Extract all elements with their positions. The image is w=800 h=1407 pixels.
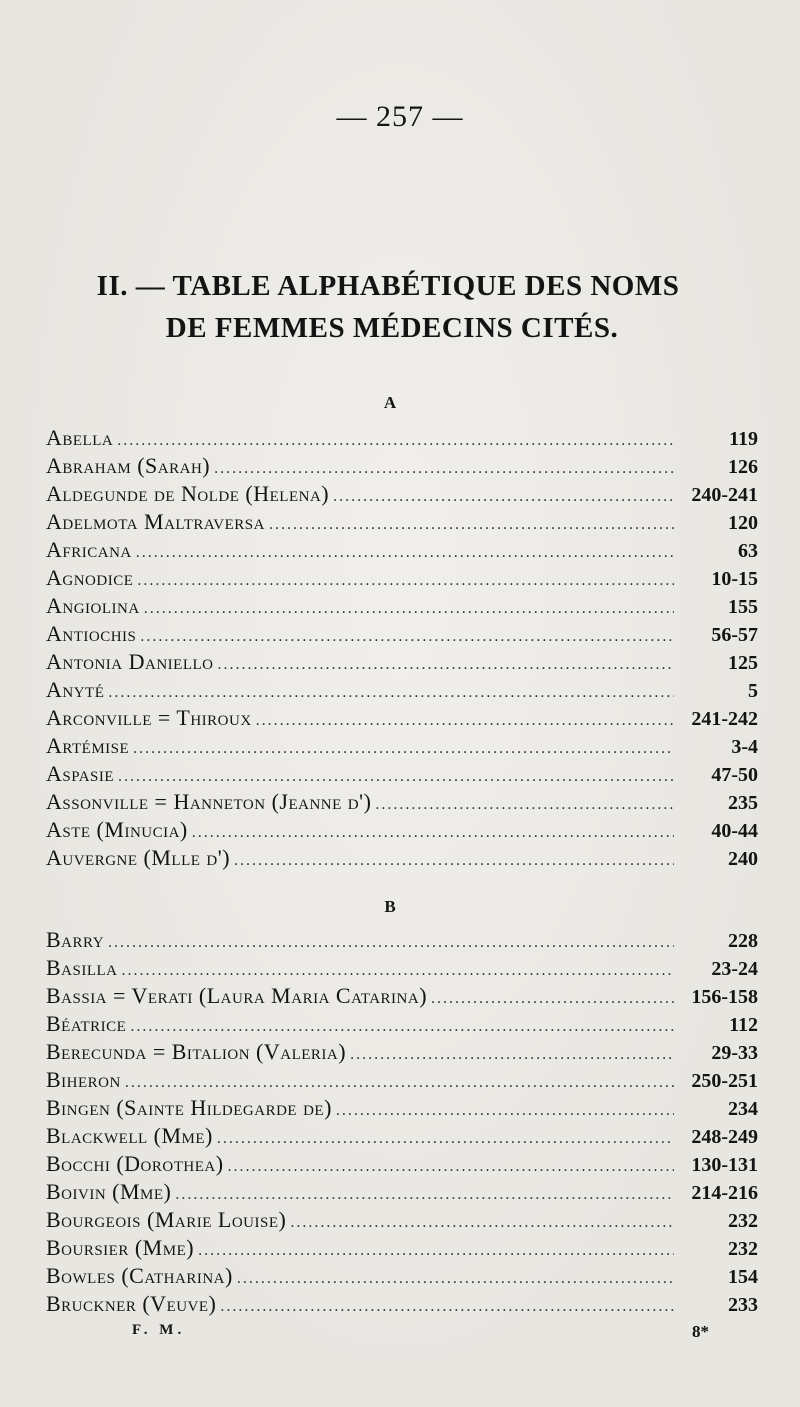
entry-name: Aste (Minucia) xyxy=(46,817,188,842)
entry-name: Bassia = Verati (Laura Maria Catarina) xyxy=(46,983,428,1008)
entry-pages: 3-4 xyxy=(731,736,758,758)
dot-leader xyxy=(336,1102,674,1120)
entry-pages: 155 xyxy=(728,596,758,618)
entry-pages: 241-242 xyxy=(691,708,758,730)
dot-leader xyxy=(136,544,674,562)
index-entry xyxy=(46,1123,758,1151)
index-entry xyxy=(46,565,758,593)
entry-pages: 235 xyxy=(728,792,758,814)
dot-leader xyxy=(217,656,674,674)
dot-leader xyxy=(333,488,674,506)
dot-leader xyxy=(234,852,674,870)
entry-pages: 112 xyxy=(729,1014,758,1036)
dot-leader xyxy=(122,962,674,980)
printer-signature: F. M. xyxy=(132,1322,186,1338)
dot-leader xyxy=(118,768,674,786)
dot-leader xyxy=(214,460,674,478)
entry-name: Arconville = Thiroux xyxy=(46,705,252,730)
index-entry xyxy=(46,789,758,817)
signature-mark: 8* xyxy=(692,1322,709,1341)
entry-pages: 240-241 xyxy=(691,484,758,506)
entry-pages: 126 xyxy=(728,456,758,478)
page-title-line-2: DE FEMMES MÉDECINS CITÉS. xyxy=(165,312,619,344)
dot-leader xyxy=(269,516,674,534)
index-entry xyxy=(46,1207,758,1235)
index-entry xyxy=(46,761,758,789)
index-entry xyxy=(46,955,758,983)
dot-leader xyxy=(217,1130,674,1148)
entry-name: Boivin (Mme) xyxy=(46,1179,172,1204)
entry-name: Blackwell (Mme) xyxy=(46,1123,213,1148)
entry-name: Barry xyxy=(46,927,105,952)
index-entry xyxy=(46,425,758,453)
entry-pages: 232 xyxy=(728,1238,758,1260)
entry-name: Abella xyxy=(46,425,114,450)
dot-leader xyxy=(256,712,674,730)
entry-pages: 240 xyxy=(728,848,758,870)
dot-leader xyxy=(375,796,674,814)
index-entry xyxy=(46,621,758,649)
entry-name: Abraham (Sarah) xyxy=(46,453,211,478)
entry-pages: 250-251 xyxy=(691,1070,758,1092)
entry-name: Bocchi (Dorothea) xyxy=(46,1151,224,1176)
index-entry xyxy=(46,1039,758,1067)
section-letter-b: B xyxy=(384,897,396,916)
entry-name: Angiolina xyxy=(46,593,140,618)
entry-name: Bingen (Sainte Hildegarde de) xyxy=(46,1095,332,1120)
dot-leader xyxy=(350,1046,674,1064)
entry-name: Assonville = Hanneton (Jeanne d') xyxy=(46,789,372,814)
section-letter-a: A xyxy=(383,393,397,412)
index-entry xyxy=(46,1151,758,1179)
index-entry xyxy=(46,509,758,537)
index-entry xyxy=(46,593,758,621)
dot-leader xyxy=(290,1214,674,1232)
entry-pages: 156-158 xyxy=(691,986,758,1008)
entry-pages: 233 xyxy=(728,1294,758,1316)
entry-name: Béatrice xyxy=(46,1011,127,1036)
entry-name: Bruckner (Veuve) xyxy=(46,1291,217,1316)
index-entry xyxy=(46,537,758,565)
entry-name: Boursier (Mme) xyxy=(46,1235,195,1260)
dot-leader xyxy=(137,572,674,590)
entry-name: Anyté xyxy=(46,677,105,702)
index-entry xyxy=(46,927,758,955)
page-number: — 257 — xyxy=(336,100,464,133)
entry-name: Bourgeois (Marie Louise) xyxy=(46,1207,287,1232)
entry-pages: 214-216 xyxy=(691,1182,758,1204)
entry-list-a xyxy=(46,425,758,873)
index-entry xyxy=(46,817,758,845)
index-entry xyxy=(46,705,758,733)
entry-pages: 5 xyxy=(748,680,758,702)
index-entry xyxy=(46,983,758,1011)
entry-pages: 232 xyxy=(728,1210,758,1232)
dot-leader xyxy=(237,1270,674,1288)
dot-leader xyxy=(431,990,674,1008)
index-entry xyxy=(46,1095,758,1123)
dot-leader xyxy=(192,824,674,842)
index-entry xyxy=(46,649,758,677)
entry-name: Auvergne (Mlle d') xyxy=(46,845,231,870)
entry-pages: 119 xyxy=(729,428,758,450)
entry-pages: 120 xyxy=(728,512,758,534)
dot-leader xyxy=(144,600,674,618)
index-entry xyxy=(46,677,758,705)
entry-pages: 56-57 xyxy=(711,624,758,646)
entry-pages: 130-131 xyxy=(691,1154,758,1176)
entry-name: Artémise xyxy=(46,733,130,758)
entry-name: Antiochis xyxy=(46,621,137,646)
entry-name: Basilla xyxy=(46,955,118,980)
entry-pages: 63 xyxy=(738,540,758,562)
entry-pages: 23-24 xyxy=(711,958,758,980)
entry-pages: 228 xyxy=(728,930,758,952)
entry-pages: 29-33 xyxy=(711,1042,758,1064)
dot-leader xyxy=(175,1186,674,1204)
entry-pages: 248-249 xyxy=(691,1126,758,1148)
dot-leader xyxy=(108,934,674,952)
dot-leader xyxy=(198,1242,674,1260)
entry-name: Agnodice xyxy=(46,565,134,590)
entry-name: Biheron xyxy=(46,1067,121,1092)
index-entry xyxy=(46,453,758,481)
dot-leader xyxy=(125,1074,674,1092)
entry-pages: 234 xyxy=(728,1098,758,1120)
entry-name: Berecunda = Bitalion (Valeria) xyxy=(46,1039,347,1064)
entry-name: Adelmota Maltraversa xyxy=(46,509,265,534)
entry-pages: 40-44 xyxy=(711,820,758,842)
index-entry xyxy=(46,1235,758,1263)
index-entry xyxy=(46,1291,758,1319)
entry-name: Aspasie xyxy=(46,761,115,786)
dot-leader xyxy=(117,432,674,450)
index-entry xyxy=(46,845,758,873)
page-title-line-1: II. — TABLE ALPHABÉTIQUE DES NOMS xyxy=(96,270,680,302)
entry-name: Antonia Daniello xyxy=(46,649,214,674)
entry-pages: 154 xyxy=(728,1266,758,1288)
dot-leader xyxy=(108,684,674,702)
dot-leader xyxy=(140,628,674,646)
index-entry xyxy=(46,1179,758,1207)
dot-leader xyxy=(133,740,674,758)
index-entry xyxy=(46,481,758,509)
entry-pages: 10-15 xyxy=(711,568,758,590)
entry-pages: 125 xyxy=(728,652,758,674)
entry-name: Bowles (Catharina) xyxy=(46,1263,233,1288)
dot-leader xyxy=(130,1018,674,1036)
entry-name: Aldegunde de Nolde (Helena) xyxy=(46,481,330,506)
index-entry xyxy=(46,733,758,761)
index-entry xyxy=(46,1011,758,1039)
entry-list-b xyxy=(46,927,758,1319)
index-entry xyxy=(46,1263,758,1291)
index-entry xyxy=(46,1067,758,1095)
entry-pages: 47-50 xyxy=(711,764,758,786)
entry-name: Africana xyxy=(46,537,132,562)
dot-leader xyxy=(220,1298,674,1316)
dot-leader xyxy=(228,1158,674,1176)
